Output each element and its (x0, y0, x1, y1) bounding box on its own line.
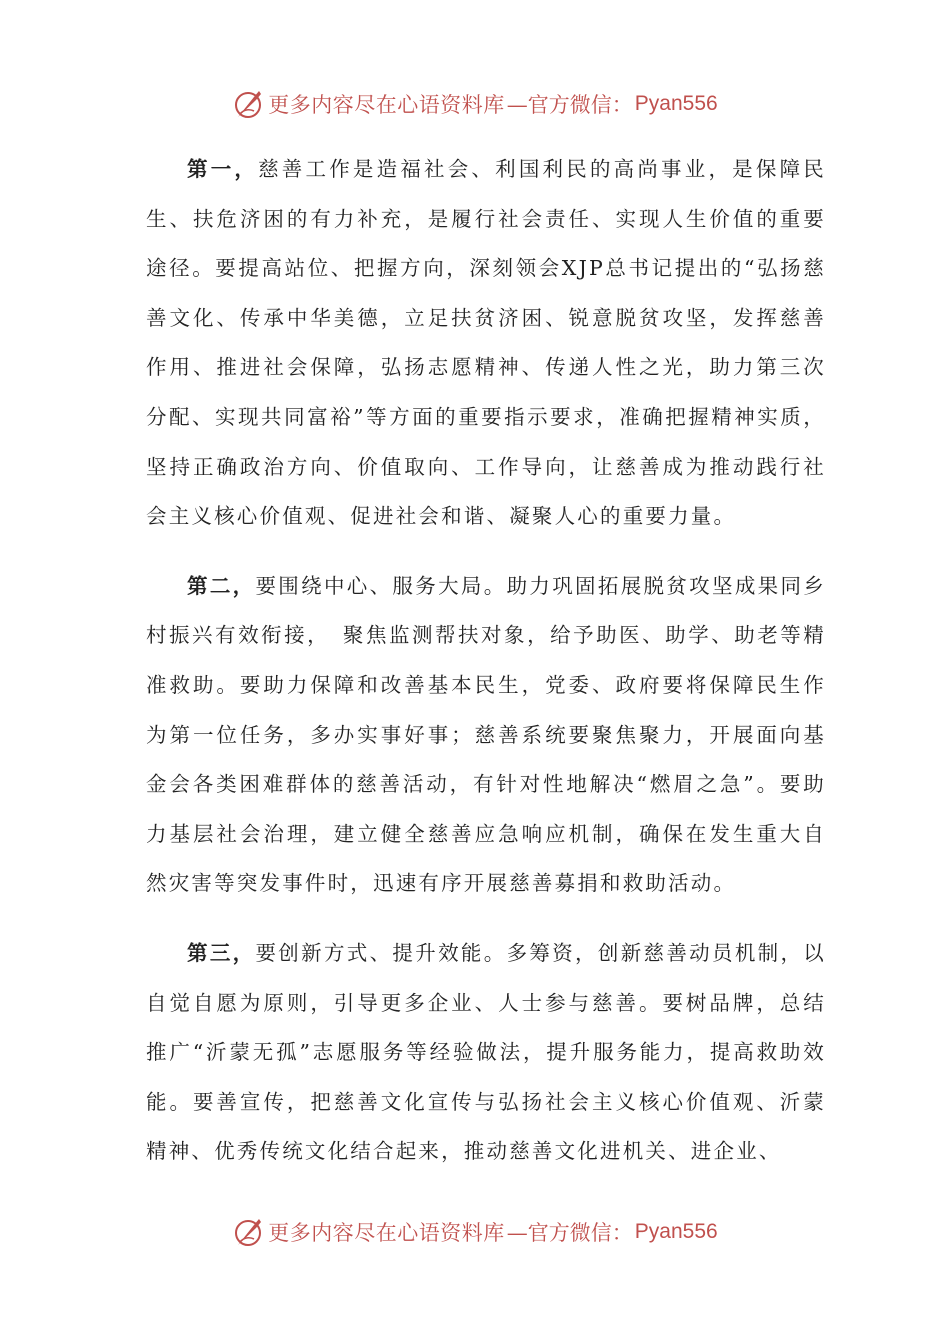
paragraph-1 (146, 145, 826, 542)
paragraph-3-text: 要创新方式、提升效能。多筹资，创新慈善动员机制，以自觉自愿为原则，引导更多企业、人士参与慈善。要树品牌，总结推广“沂蒙无孤”志愿服务等经验做法，提升服务能力，提高救助效能。要善宣传，把慈善文化宣传与弘扬社会主义核心价值观、沂蒙精神、优秀传统文化结合起来，推动慈善文化进机关、进企业、 (146, 940, 826, 1164)
header-brand-text: 更多内容尽在心语资料库 (268, 93, 505, 117)
paragraph-1-text: 慈善工作是造福社会、利国利民的高尚事业，是保障民生、扶危济困的有力补充，是履行社会责任、实现人生价值的重要途径。要提高站位、把握方向，深刻领会XJP总书记提出的“弘扬慈善文化、传承中华美德，立足扶贫济困、锐意脱贫攻坚，发挥慈善作用、推进社会保障，弘扬志愿精神、传递人性之光，助力第三次分配、实现共同富裕”等方面的重要指示要求，准确把握精神实质，坚持正确政治方向、价值取向、工作导向，让慈善成为推动践行社会主义核心价值观、促进社会和谐、凝聚人心的重要力量。 (146, 157, 826, 529)
paragraph-1-lead: 第一， (187, 157, 259, 181)
footer-wechat-label: —官方微信： (506, 1221, 633, 1245)
paragraph-3-lead: 第三， (187, 940, 256, 965)
paragraph-2 (146, 562, 826, 909)
footer-wechat-id: Pyan556 (634, 1220, 718, 1243)
pen-nib-logo-icon (232, 1215, 266, 1249)
header-wechat-id: Pyan556 (634, 92, 718, 115)
footer-watermark-banner (0, 1212, 950, 1252)
paragraph-3 (146, 929, 826, 1177)
header-wechat-label: —官方微信： (506, 93, 633, 117)
paragraph-2-text: 要围绕中心、服务大局。助力巩固拓展脱贫攻坚成果同乡村振兴有效衔接， 聚焦监测帮扶对象，给予助医、助学、助老等精准救助。要助力保障和改善基本民生，党委、政府要将保障民生作为第一位任务，多办实事好事；慈善系统要聚焦聚力，开展面向基金会各类困难群体的慈善活动，有针对性地解决“燃眉之急”。要助力基层社会治理，建立健全慈善应急响应机制，确保在发生重大自然灾害等突发事件时，迅速有序开展慈善募捐和救助活动。 (146, 573, 826, 896)
pen-nib-logo-icon (232, 87, 266, 121)
footer-brand-text: 更多内容尽在心语资料库 (268, 1221, 505, 1245)
paragraph-2-lead: 第二， (187, 573, 256, 598)
document-body (146, 145, 826, 1197)
header-watermark-banner (0, 84, 950, 124)
